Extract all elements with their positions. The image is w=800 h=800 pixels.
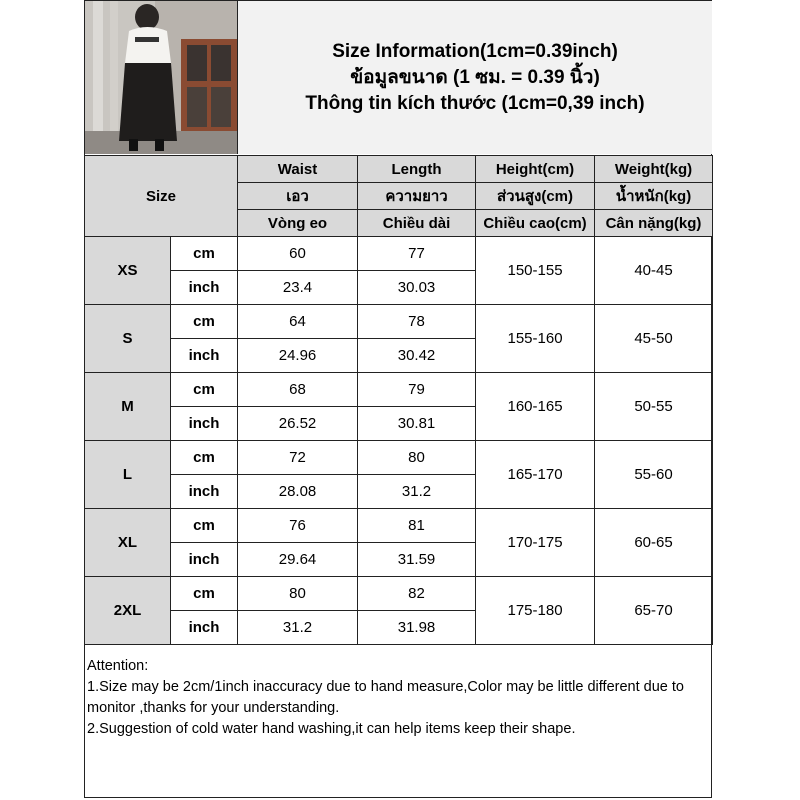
height-range: 160-165 <box>476 373 595 441</box>
length-inch: 31.98 <box>358 611 476 645</box>
unit-label-cm: cm <box>171 577 238 611</box>
header-line-thai: ข้อมูลขนาด (1 ซม. = 0.39 นิ้ว) <box>350 66 600 88</box>
length-cm: 80 <box>358 441 476 475</box>
waist-cm: 60 <box>238 237 358 271</box>
waist-cm: 80 <box>238 577 358 611</box>
table-row <box>85 237 713 271</box>
length-inch: 30.42 <box>358 339 476 373</box>
attention-note-1: 1.Size may be 2cm/1inch inaccuracy due to hand measure,Color may be little different due to monitor ,thanks for your understanding. <box>87 679 684 716</box>
length-cm: 77 <box>358 237 476 271</box>
size-label: S <box>85 305 171 373</box>
unit-label-cm: cm <box>171 509 238 543</box>
size-column-header: Size <box>85 156 238 237</box>
length-cm: 78 <box>358 305 476 339</box>
weight-header-thai: น้ำหนัก(kg) <box>595 183 713 210</box>
attention-note-2: 2.Suggestion of cold water hand washing,it can help items keep their shape. <box>87 721 576 737</box>
waist-header-vietnamese: Vòng eo <box>238 210 358 237</box>
table-row <box>85 577 713 611</box>
unit-label-inch: inch <box>171 271 238 305</box>
unit-label-inch: inch <box>171 407 238 441</box>
unit-label-inch: inch <box>171 611 238 645</box>
length-inch: 31.59 <box>358 543 476 577</box>
unit-label-inch: inch <box>171 475 238 509</box>
length-cm: 81 <box>358 509 476 543</box>
table-row <box>85 441 713 475</box>
weight-range: 40-45 <box>595 237 713 305</box>
length-header-thai: ความยาว <box>358 183 476 210</box>
table-row <box>85 509 713 543</box>
waist-cm: 76 <box>238 509 358 543</box>
height-range: 150-155 <box>476 237 595 305</box>
waist-cm: 64 <box>238 305 358 339</box>
size-label: M <box>85 373 171 441</box>
height-header: Height(cm) <box>476 156 595 183</box>
waist-inch: 28.08 <box>238 475 358 509</box>
waist-inch: 29.64 <box>238 543 358 577</box>
waist-cm: 68 <box>238 373 358 407</box>
weight-range: 60-65 <box>595 509 713 577</box>
waist-header: Waist <box>238 156 358 183</box>
size-label: XL <box>85 509 171 577</box>
unit-label-cm: cm <box>171 237 238 271</box>
waist-inch: 26.52 <box>238 407 358 441</box>
weight-range: 50-55 <box>595 373 713 441</box>
length-header: Length <box>358 156 476 183</box>
size-label: XS <box>85 237 171 305</box>
length-inch: 30.03 <box>358 271 476 305</box>
attention-notes <box>85 656 711 740</box>
weight-range: 45-50 <box>595 305 713 373</box>
size-chart <box>84 0 715 800</box>
height-range: 175-180 <box>476 577 595 645</box>
table-row <box>85 373 713 407</box>
height-range: 165-170 <box>476 441 595 509</box>
length-inch: 31.2 <box>358 475 476 509</box>
size-table <box>84 155 713 645</box>
waist-header-thai: เอว <box>238 183 358 210</box>
waist-inch: 23.4 <box>238 271 358 305</box>
unit-label-cm: cm <box>171 373 238 407</box>
unit-label-cm: cm <box>171 305 238 339</box>
attention-title: Attention: <box>87 658 149 674</box>
unit-label-inch: inch <box>171 339 238 373</box>
waist-inch: 24.96 <box>238 339 358 373</box>
waist-inch: 31.2 <box>238 611 358 645</box>
length-cm: 79 <box>358 373 476 407</box>
table-row <box>85 305 713 339</box>
height-header-vietnamese: Chiều cao(cm) <box>476 210 595 237</box>
size-label: L <box>85 441 171 509</box>
height-range: 170-175 <box>476 509 595 577</box>
weight-header: Weight(kg) <box>595 156 713 183</box>
weight-range: 65-70 <box>595 577 713 645</box>
length-cm: 82 <box>358 577 476 611</box>
header-line-english: Size Information(1cm=0.39inch) <box>332 40 618 62</box>
length-inch: 30.81 <box>358 407 476 441</box>
height-header-thai: ส่วนสูง(cm) <box>476 183 595 210</box>
unit-label-cm: cm <box>171 441 238 475</box>
length-header-vietnamese: Chiều dài <box>358 210 476 237</box>
waist-cm: 72 <box>238 441 358 475</box>
header-line-vietnamese: Thông tin kích thước (1cm=0,39 inch) <box>305 92 645 114</box>
product-photo <box>85 1 237 154</box>
size-information-header <box>237 1 712 154</box>
height-range: 155-160 <box>476 305 595 373</box>
unit-label-inch: inch <box>171 543 238 577</box>
weight-header-vietnamese: Cân nặng(kg) <box>595 210 713 237</box>
weight-range: 55-60 <box>595 441 713 509</box>
size-label: 2XL <box>85 577 171 645</box>
